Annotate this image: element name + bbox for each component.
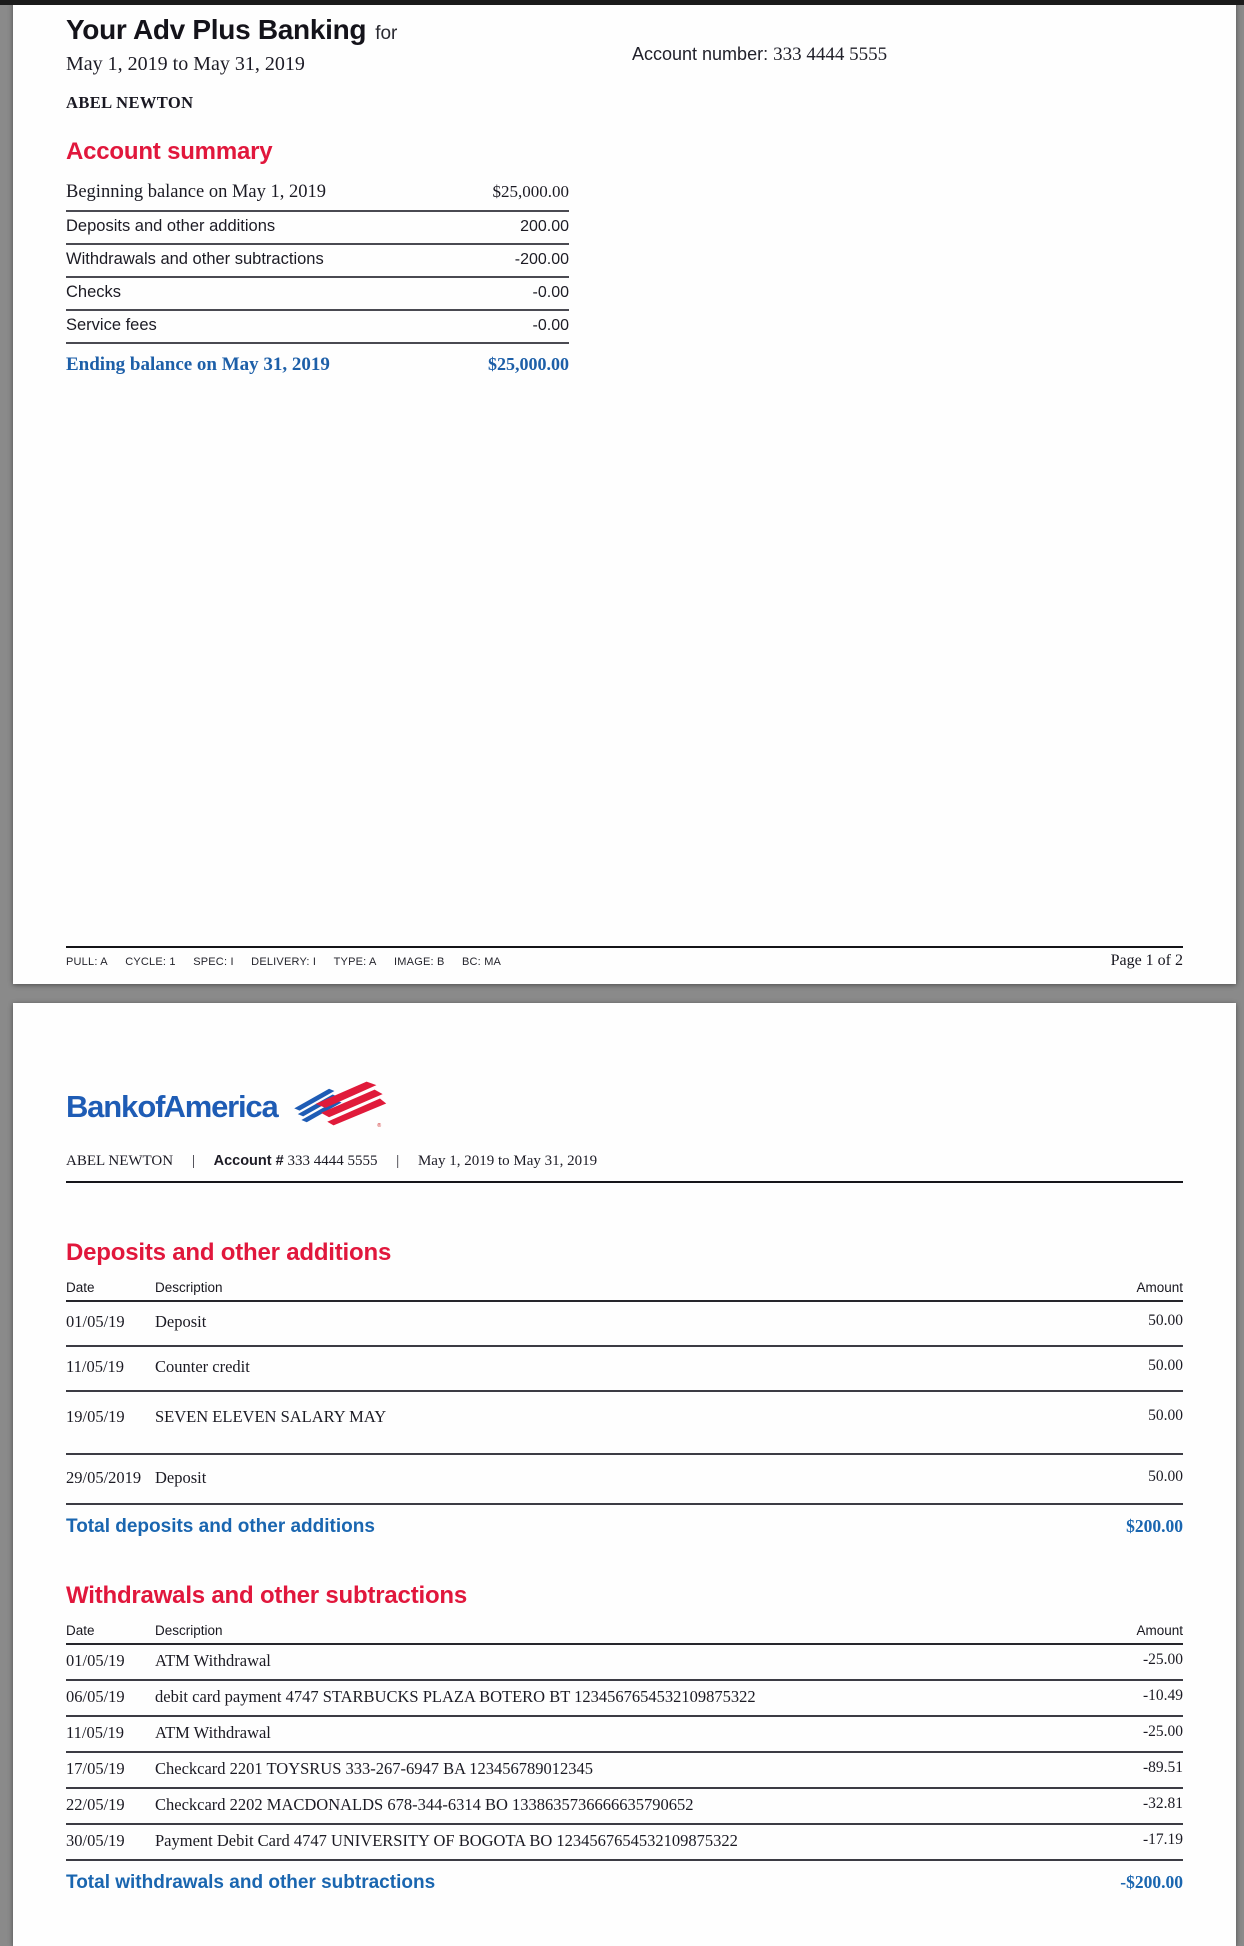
- account-summary-heading: Account summary: [66, 138, 273, 165]
- tx-description: ATM Withdrawal: [155, 1723, 271, 1742]
- footer-code: BC: MA: [462, 956, 502, 968]
- summary-row-beginning-balance: [66, 177, 569, 212]
- tx-description: Deposit: [155, 1312, 207, 1331]
- svg-text:®: ®: [376, 1123, 381, 1129]
- tx-amount: -89.51: [1142, 1759, 1183, 1776]
- account-number-value: 333 4444 5555: [773, 44, 888, 65]
- summary-label: Beginning balance on May 1, 2019: [66, 182, 326, 202]
- summary-value: $25,000.00: [488, 354, 569, 374]
- window-top-bar: [0, 0, 1244, 5]
- product-title: Your Adv Plus Banking: [66, 14, 367, 45]
- tx-date: 01/05/19: [66, 1312, 125, 1331]
- summary-label: Withdrawals and other subtractions: [66, 250, 324, 268]
- account-number-value: 333 4444 5555: [287, 1153, 378, 1169]
- footer-code: CYCLE: 1: [125, 956, 176, 968]
- table-row: [66, 1825, 1183, 1861]
- summary-value: -0.00: [532, 317, 569, 334]
- deposits-total-row: [66, 1505, 1183, 1538]
- summary-label: Checks: [66, 283, 122, 301]
- tx-description: Counter credit: [155, 1357, 250, 1376]
- account-label: Account #: [213, 1153, 284, 1169]
- account-header-line: [66, 1153, 1183, 1183]
- table-row: [66, 1392, 1183, 1455]
- summary-row-ending-balance: [66, 344, 569, 383]
- table-row: [66, 1753, 1183, 1789]
- statement-title-row: [66, 14, 1183, 46]
- statement-period: May 1, 2019 to May 31, 2019: [66, 53, 305, 75]
- column-header-description: Description: [155, 1623, 223, 1638]
- deposits-total-amount: $200.00: [1126, 1516, 1183, 1536]
- table-row: [66, 1302, 1183, 1347]
- statement-period: May 1, 2019 to May 31, 2019: [417, 1153, 598, 1169]
- tx-amount: 50.00: [1148, 1407, 1183, 1424]
- withdrawals-table: [66, 1645, 1183, 1861]
- tx-date: 22/05/19: [66, 1795, 125, 1814]
- table-row: [66, 1789, 1183, 1825]
- account-summary-table: [66, 177, 569, 383]
- tx-description: Deposit: [155, 1468, 207, 1487]
- tx-date: 30/05/19: [66, 1831, 125, 1850]
- footer-code: IMAGE: B: [394, 956, 445, 968]
- footer-code: PULL: A: [66, 956, 108, 968]
- column-header-amount: Amount: [1136, 1623, 1183, 1638]
- tx-description: ATM Withdrawal: [155, 1651, 271, 1670]
- footer-codes: [66, 952, 514, 970]
- summary-row-deposits: [66, 212, 569, 245]
- tx-amount: -25.00: [1142, 1723, 1183, 1740]
- summary-value: -200.00: [514, 251, 569, 268]
- tx-amount: 50.00: [1148, 1357, 1183, 1374]
- bank-of-america-flag-icon: [288, 1077, 388, 1129]
- deposits-column-headers: [66, 1280, 1183, 1302]
- tx-date: 11/05/19: [66, 1723, 125, 1742]
- table-row: [66, 1455, 1183, 1505]
- statement-page-1: [13, 0, 1236, 984]
- column-header-description: Description: [155, 1280, 223, 1295]
- withdrawals-total-row: [66, 1861, 1183, 1894]
- tx-description: Checkcard 2201 TOYSRUS 333-267-6947 BA 123456789012345: [155, 1759, 594, 1778]
- withdrawals-column-headers: [66, 1623, 1183, 1645]
- tx-description: debit card payment 4747 STARBUCKS PLAZA BOTERO BT 1234567654532109875322: [155, 1687, 756, 1706]
- summary-row-checks: [66, 278, 569, 311]
- separator: |: [396, 1153, 400, 1169]
- summary-value: -0.00: [532, 284, 569, 301]
- tx-amount: 50.00: [1148, 1468, 1183, 1485]
- tx-amount: -25.00: [1142, 1651, 1183, 1668]
- summary-label: Deposits and other additions: [66, 217, 276, 235]
- tx-date: 17/05/19: [66, 1759, 125, 1778]
- bank-logo-text: Bank of America: [66, 1089, 278, 1124]
- tx-amount: -17.19: [1142, 1831, 1183, 1848]
- deposits-total-label: Total deposits and other additions: [66, 1516, 375, 1537]
- tx-date: 19/05/19: [66, 1407, 125, 1426]
- summary-label: Ending balance on May 31, 2019: [66, 354, 330, 375]
- footer-code: DELIVERY: I: [251, 956, 317, 968]
- table-row: [66, 1717, 1183, 1753]
- tx-date: 01/05/19: [66, 1651, 125, 1670]
- tx-description: SEVEN ELEVEN SALARY MAY: [155, 1407, 387, 1426]
- deposits-heading: Deposits and other additions: [66, 1239, 392, 1266]
- tx-amount: -32.81: [1142, 1795, 1183, 1812]
- bank-logo: [66, 1085, 1183, 1129]
- tx-amount: -10.49: [1142, 1687, 1183, 1704]
- column-header-amount: Amount: [1136, 1280, 1183, 1295]
- page-indicator: Page 1 of 2: [1110, 952, 1183, 969]
- summary-value: $25,000.00: [492, 182, 569, 201]
- withdrawals-heading: Withdrawals and other subtractions: [66, 1582, 468, 1609]
- customer-name: ABEL NEWTON: [66, 93, 194, 112]
- footer-code: SPEC: I: [193, 956, 234, 968]
- tx-date: 11/05/19: [66, 1357, 125, 1376]
- page-footer: [66, 946, 1183, 970]
- tx-date: 29/05/2019: [66, 1468, 142, 1487]
- table-row: [66, 1347, 1183, 1392]
- table-row: [66, 1681, 1183, 1717]
- footer-code: TYPE: A: [333, 956, 377, 968]
- column-header-date: Date: [66, 1623, 95, 1638]
- tx-amount: 50.00: [1148, 1312, 1183, 1329]
- deposits-table: [66, 1302, 1183, 1505]
- product-title-suffix: for: [375, 23, 398, 44]
- tx-date: 06/05/19: [66, 1687, 125, 1706]
- account-number-line: [632, 44, 887, 66]
- statement-page-2: [13, 1003, 1236, 1946]
- column-header-date: Date: [66, 1280, 95, 1295]
- account-number-label: Account number:: [632, 44, 769, 64]
- customer-name: ABEL NEWTON: [66, 1153, 174, 1169]
- separator: |: [191, 1153, 195, 1169]
- withdrawals-total-label: Total withdrawals and other subtractions: [66, 1872, 436, 1893]
- summary-label: Service fees: [66, 316, 157, 334]
- withdrawals-total-amount: -$200.00: [1120, 1872, 1183, 1892]
- summary-row-service-fees: [66, 311, 569, 344]
- tx-description: Payment Debit Card 4747 UNIVERSITY OF BOGOTA BO 1234567654532109875322: [155, 1831, 738, 1850]
- summary-row-withdrawals: [66, 245, 569, 278]
- summary-value: 200.00: [520, 218, 569, 235]
- table-row: [66, 1645, 1183, 1681]
- tx-description: Checkcard 2202 MACDONALDS 678-344-6314 BO 1338635736666635790652: [155, 1795, 694, 1814]
